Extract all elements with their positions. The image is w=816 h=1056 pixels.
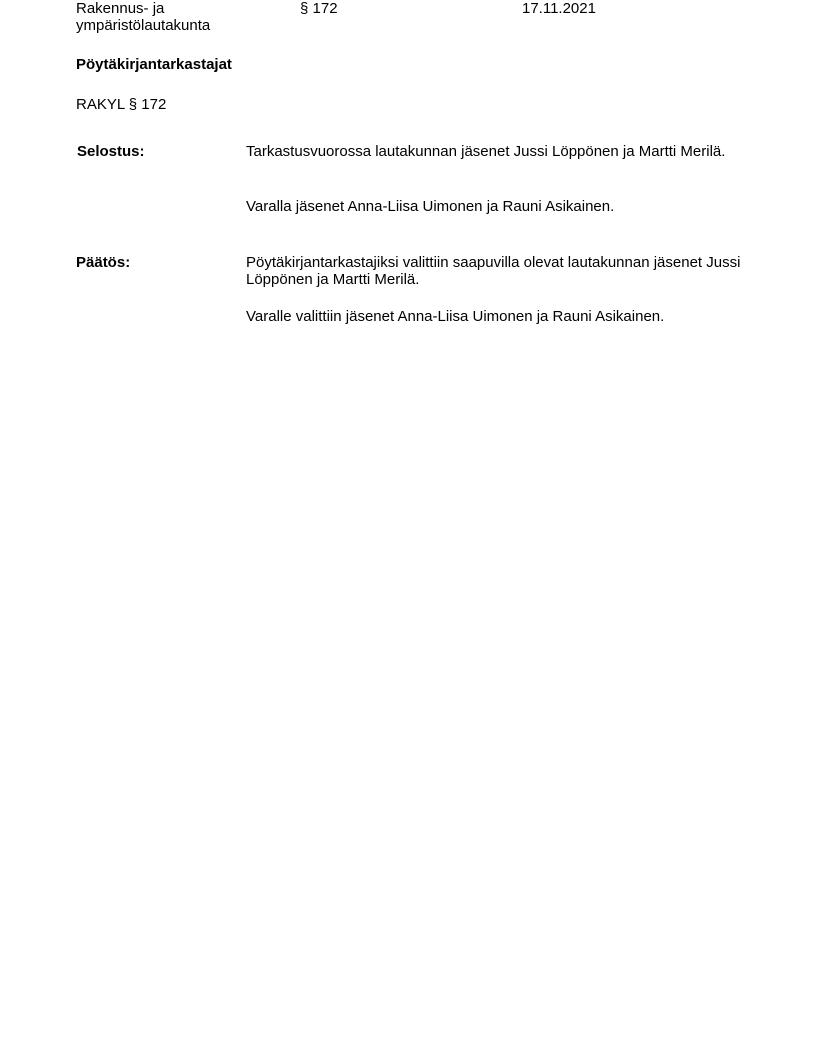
header-date: 17.11.2021 <box>522 0 596 17</box>
document-title: Pöytäkirjantarkastajat <box>76 56 232 73</box>
header-organization-line1: Rakennus- ja <box>76 0 165 17</box>
paatos-label: Päätös: <box>76 254 131 271</box>
header-organization <box>76 0 286 34</box>
selostus-label: Selostus: <box>77 143 145 160</box>
header-section-number: § 172 <box>300 0 338 17</box>
section-reference: RAKYL § 172 <box>76 96 167 113</box>
paatos-paragraph-2: Varalle valittiin jäsenet Anna-Liisa Uimonen ja Rauni Asikainen. <box>246 308 665 325</box>
selostus-paragraph-2: Varalla jäsenet Anna-Liisa Uimonen ja Rauni Asikainen. <box>246 198 615 215</box>
selostus-paragraph-1: Tarkastusvuorossa lautakunnan jäsenet Jussi Löppönen ja Martti Merilä. <box>246 143 726 160</box>
paatos-paragraph-1: Pöytäkirjantarkastajiksi valittiin saapuvilla olevat lautakunnan jäsenet Jussi Löppönen ja Martti Merilä. <box>246 254 741 288</box>
header-organization-line2: ympäristölautakunta <box>76 17 211 34</box>
